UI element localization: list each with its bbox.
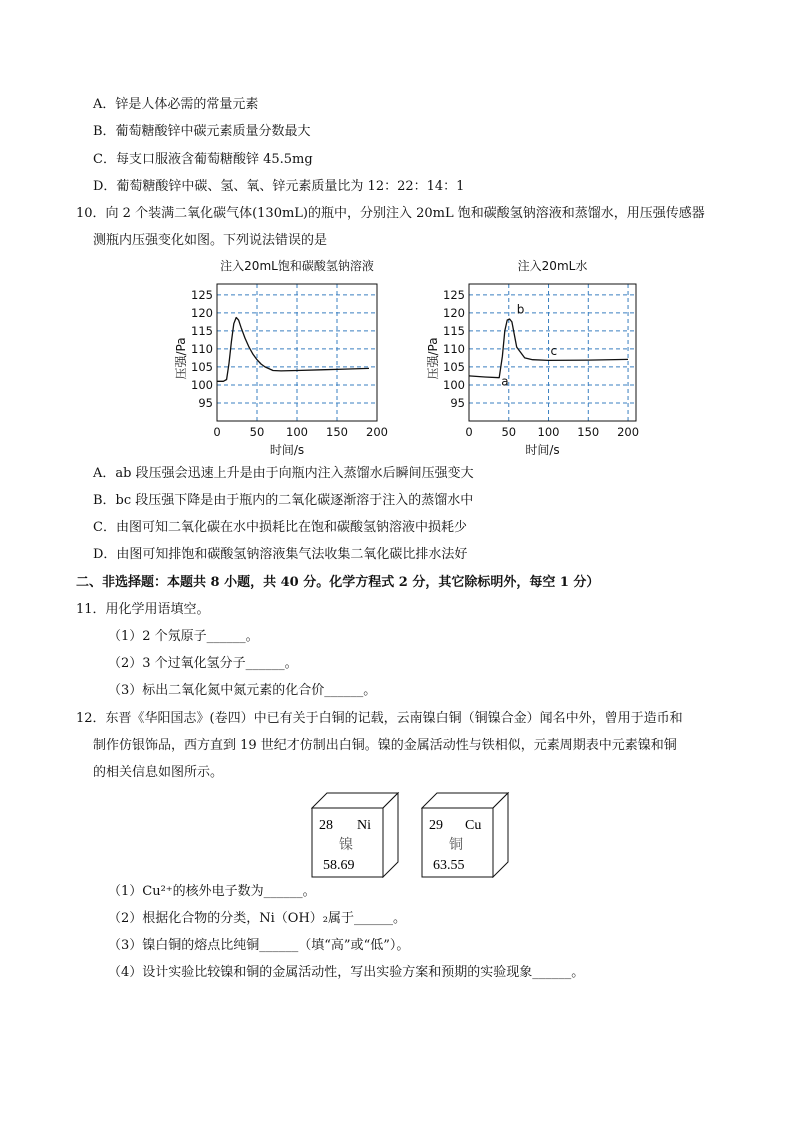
x-tick-label: 150 — [577, 425, 600, 439]
x-tick-label: 150 — [326, 425, 348, 439]
cu-mass: 63.55 — [433, 858, 465, 873]
annotation-b: b — [516, 302, 525, 317]
q10-option-d: D．由图可知排饱和碳酸氢钠溶液集气法收集二氧化碳比排水法好 — [93, 547, 468, 562]
cu-name: 铜 — [449, 838, 463, 853]
chart-title: 注入20mL水 — [517, 259, 588, 273]
annotation-a: a — [501, 374, 509, 389]
annotation-c: c — [550, 343, 558, 358]
q10-option-c: C．由图可知二氧化碳在水中损耗比在饱和碳酸氢钠溶液中损耗少 — [93, 520, 467, 535]
y-tick-label: 100 — [443, 377, 465, 392]
q9-option-c: C．每支口服液含葡萄糖酸锌 45.5mg — [93, 152, 313, 167]
section-2-heading: 二、非选择题：本题共 8 小题，共 40 分。化学方程式 2 分，其它除标明外，每空 1 分） — [76, 575, 600, 590]
q12-item-4: （4）设计实验比较镍和铜的金属活动性，写出实验方案和预期的实验现象______。 — [108, 965, 585, 980]
y-tick-label: 105 — [443, 359, 465, 374]
q12-stem-line1: 12．东晋《华阳国志》(卷四）中已有关于白铜的记载，云南镍白铜（铜镍合金）闻名中外，曾用于造币和 — [76, 711, 683, 726]
x-tick-label: 200 — [366, 425, 388, 439]
y-tick-label: 95 — [198, 395, 213, 410]
x-axis-label: 时间/s — [269, 443, 305, 456]
q11-item-3: （3）标出二氧化氮中氮元素的化合价______。 — [108, 683, 377, 698]
y-tick-label: 125 — [191, 287, 213, 302]
q12-item-1: （1）Cu²⁺的核外电子数为______。 — [108, 884, 316, 899]
y-axis-label: 压强/Pa — [426, 337, 440, 380]
x-tick-label: 100 — [537, 425, 560, 439]
chart-sodium-bicarbonate-svg — [172, 256, 397, 456]
chart-water-svg — [424, 256, 649, 456]
q10-option-a: A．ab 段压强会迅速上升是由于向瓶内注入蒸馏水后瞬间压强变大 — [93, 466, 474, 481]
y-axis-label: 压强/Pa — [174, 337, 188, 380]
cu-atomic-number: 29 — [429, 818, 443, 833]
x-tick-label: 0 — [465, 425, 473, 439]
element-card-cu — [421, 792, 511, 882]
y-tick-label: 95 — [450, 395, 465, 410]
q11-stem: 11．用化学用语填空。 — [76, 602, 210, 617]
x-tick-label: 50 — [501, 425, 517, 439]
y-tick-label: 110 — [443, 341, 465, 356]
x-axis-label: 时间/s — [525, 443, 560, 456]
y-tick-label: 120 — [191, 305, 213, 320]
y-tick-label: 100 — [191, 377, 213, 392]
x-tick-label: 200 — [617, 425, 640, 439]
chart-sodium-bicarbonate — [172, 256, 397, 460]
element-card-ni — [311, 792, 401, 882]
q12-stem-line2: 制作仿银饰品，西方直到 19 世纪才仿制出白铜。镍的金属活动性与铁相似，元素周期表中元素镍和铜 — [93, 738, 677, 753]
cu-symbol: Cu — [465, 818, 482, 833]
q12-stem-line3: 的相关信息如图所示。 — [93, 765, 224, 780]
y-tick-label: 115 — [191, 323, 213, 338]
ni-atomic-number: 28 — [319, 818, 333, 833]
series-line — [217, 318, 369, 382]
q10-stem-line2: 测瓶内压强变化如图。下列说法错误的是 — [93, 233, 328, 248]
y-tick-label: 120 — [443, 305, 465, 320]
q12-item-3: （3）镍白铜的熔点比纯铜______（填“高”或“低”）。 — [108, 938, 410, 953]
y-tick-label: 105 — [191, 359, 213, 374]
x-tick-label: 50 — [249, 425, 265, 439]
x-tick-label: 100 — [286, 425, 308, 439]
y-tick-label: 125 — [443, 287, 465, 302]
q9-option-d: D．葡萄糖酸锌中碳、氢、氧、锌元素质量比为 12：22：14：1 — [93, 179, 465, 194]
q9-option-a: A．锌是人体必需的常量元素 — [93, 97, 259, 112]
q12-item-2: （2）根据化合物的分类，Ni（OH）₂属于______。 — [108, 911, 407, 926]
q11-item-1: （1）2 个氖原子______。 — [108, 629, 259, 644]
q9-option-b: B．葡萄糖酸锌中碳元素质量分数最大 — [93, 124, 311, 139]
x-tick-label: 0 — [213, 425, 221, 439]
q11-item-2: （2）3 个过氧化氢分子______。 — [108, 656, 298, 671]
ni-symbol: Ni — [357, 818, 371, 833]
chart-water — [424, 256, 649, 460]
ni-name: 镍 — [339, 838, 353, 853]
y-tick-label: 110 — [191, 341, 213, 356]
y-tick-label: 115 — [443, 323, 465, 338]
q10-option-b: B．bc 段压强下降是由于瓶内的二氧化碳逐渐溶于注入的蒸馏水中 — [93, 493, 474, 508]
chart-title: 注入20mL饱和碳酸氢钠溶液 — [220, 259, 374, 273]
q10-stem-line1: 10．向 2 个装满二氧化碳气体(130mL)的瓶中，分别注入 20mL 饱和碳酸氢钠溶液和蒸馏水，用压强传感器 — [76, 206, 705, 221]
ni-mass: 58.69 — [323, 858, 355, 873]
plot-frame — [217, 284, 377, 421]
